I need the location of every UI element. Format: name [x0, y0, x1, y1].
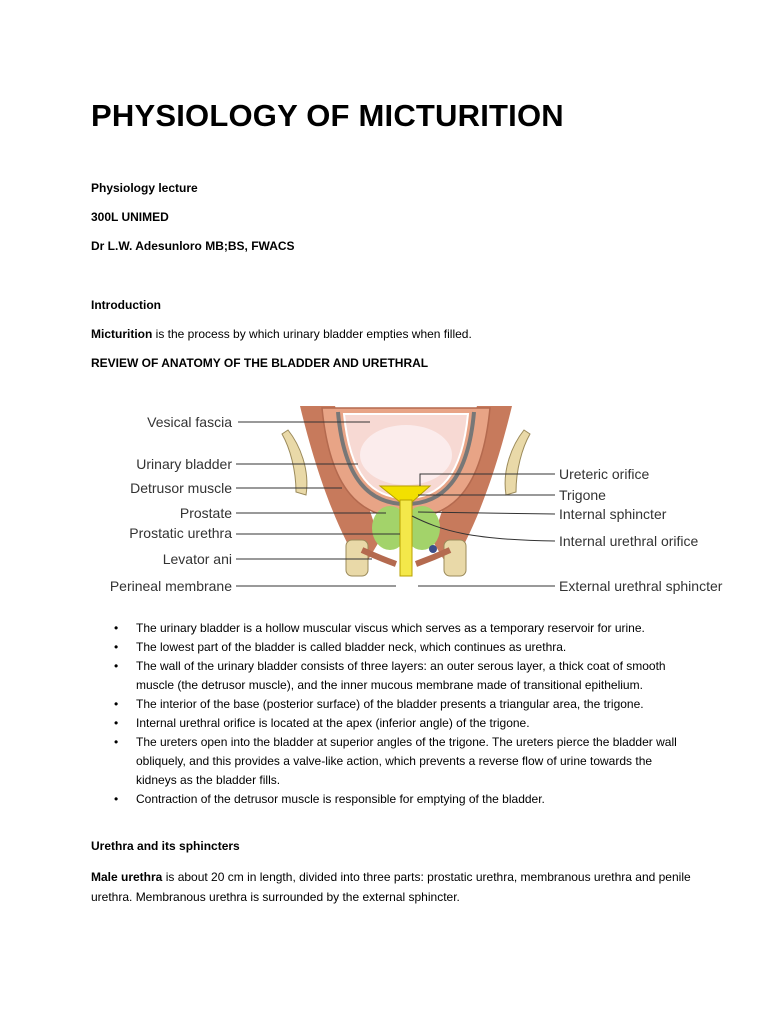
label-detrusor-muscle: Detrusor muscle	[130, 480, 232, 496]
label-internal-urethral-orifice: Internal urethral orifice	[559, 533, 699, 549]
label-vesical-fascia: Vesical fascia	[147, 414, 232, 430]
label-trigone: Trigone	[559, 487, 606, 503]
intro-text: is the process by which urinary bladder empties when filled.	[152, 327, 472, 341]
urethra	[400, 500, 412, 576]
urethra-heading: Urethra and its sphincters	[91, 839, 240, 853]
list-item: • The wall of the urinary bladder consists of three layers: an outer serous layer, a thick coat of smooth muscle (the detrusor muscle), and the inner mucous membrane made of transitional epithelium.	[112, 657, 692, 695]
bladder-anatomy-figure	[100, 400, 740, 605]
list-item: • The lowest part of the bladder is called bladder neck, which continues as urethra.	[112, 638, 692, 657]
intro-paragraph	[91, 327, 472, 341]
male-urethra-term: Male urethra	[91, 870, 163, 884]
vessel-mark	[429, 545, 437, 553]
left-ischium	[346, 540, 368, 576]
label-urinary-bladder: Urinary bladder	[136, 456, 232, 472]
anatomy-heading: REVIEW OF ANATOMY OF THE BLADDER AND URETHRAL	[91, 356, 429, 370]
list-item: • The interior of the base (posterior surface) of the bladder presents a triangular area, the trigone.	[112, 695, 692, 714]
anatomy-bullet-list	[112, 619, 692, 809]
left-pubic-bone	[282, 430, 307, 495]
right-ischium	[444, 540, 466, 576]
label-levator-ani: Levator ani	[162, 551, 232, 567]
course-code: 300L UNIMED	[91, 210, 169, 224]
male-urethra-paragraph	[91, 867, 691, 907]
lecture-type: Physiology lecture	[91, 181, 198, 195]
document-title: PHYSIOLOGY OF MICTURITION	[91, 98, 564, 133]
list-item: • Contraction of the detrusor muscle is responsible for emptying of the bladder.	[112, 790, 692, 809]
label-internal-sphincter: Internal sphincter	[559, 506, 667, 522]
label-prostatic-urethra: Prostatic urethra	[129, 525, 232, 541]
list-item: • The ureters open into the bladder at superior angles of the trigone. The ureters pierce the bladder wall obliquely, and this provides a valve-like action, which prevents a reverse flow of urine towards the kidneys as the bladder fills.	[112, 733, 692, 790]
intro-term: Micturition	[91, 327, 153, 341]
lumen-highlight	[360, 425, 452, 485]
intro-heading: Introduction	[91, 298, 161, 312]
right-pubic-bone	[505, 430, 530, 495]
list-item: • Internal urethral orifice is located at the apex (inferior angle) of the trigone.	[112, 714, 692, 733]
label-external-urethral-sphincter: External urethral sphincter	[559, 578, 723, 594]
label-ureteric-orifice: Ureteric orifice	[559, 466, 650, 482]
author-line: Dr L.W. Adesunloro MB;BS, FWACS	[91, 239, 295, 253]
label-perineal-membrane: Perineal membrane	[109, 578, 232, 594]
label-prostate: Prostate	[179, 505, 232, 521]
list-item: • The urinary bladder is a hollow muscular viscus which serves as a temporary reservoir for urine.	[112, 619, 692, 638]
male-urethra-text: is about 20 cm in length, divided into three parts: prostatic urethra, membranous urethra and penile urethra. Membranous urethra is surrounded by the external sphincter.	[91, 870, 691, 904]
